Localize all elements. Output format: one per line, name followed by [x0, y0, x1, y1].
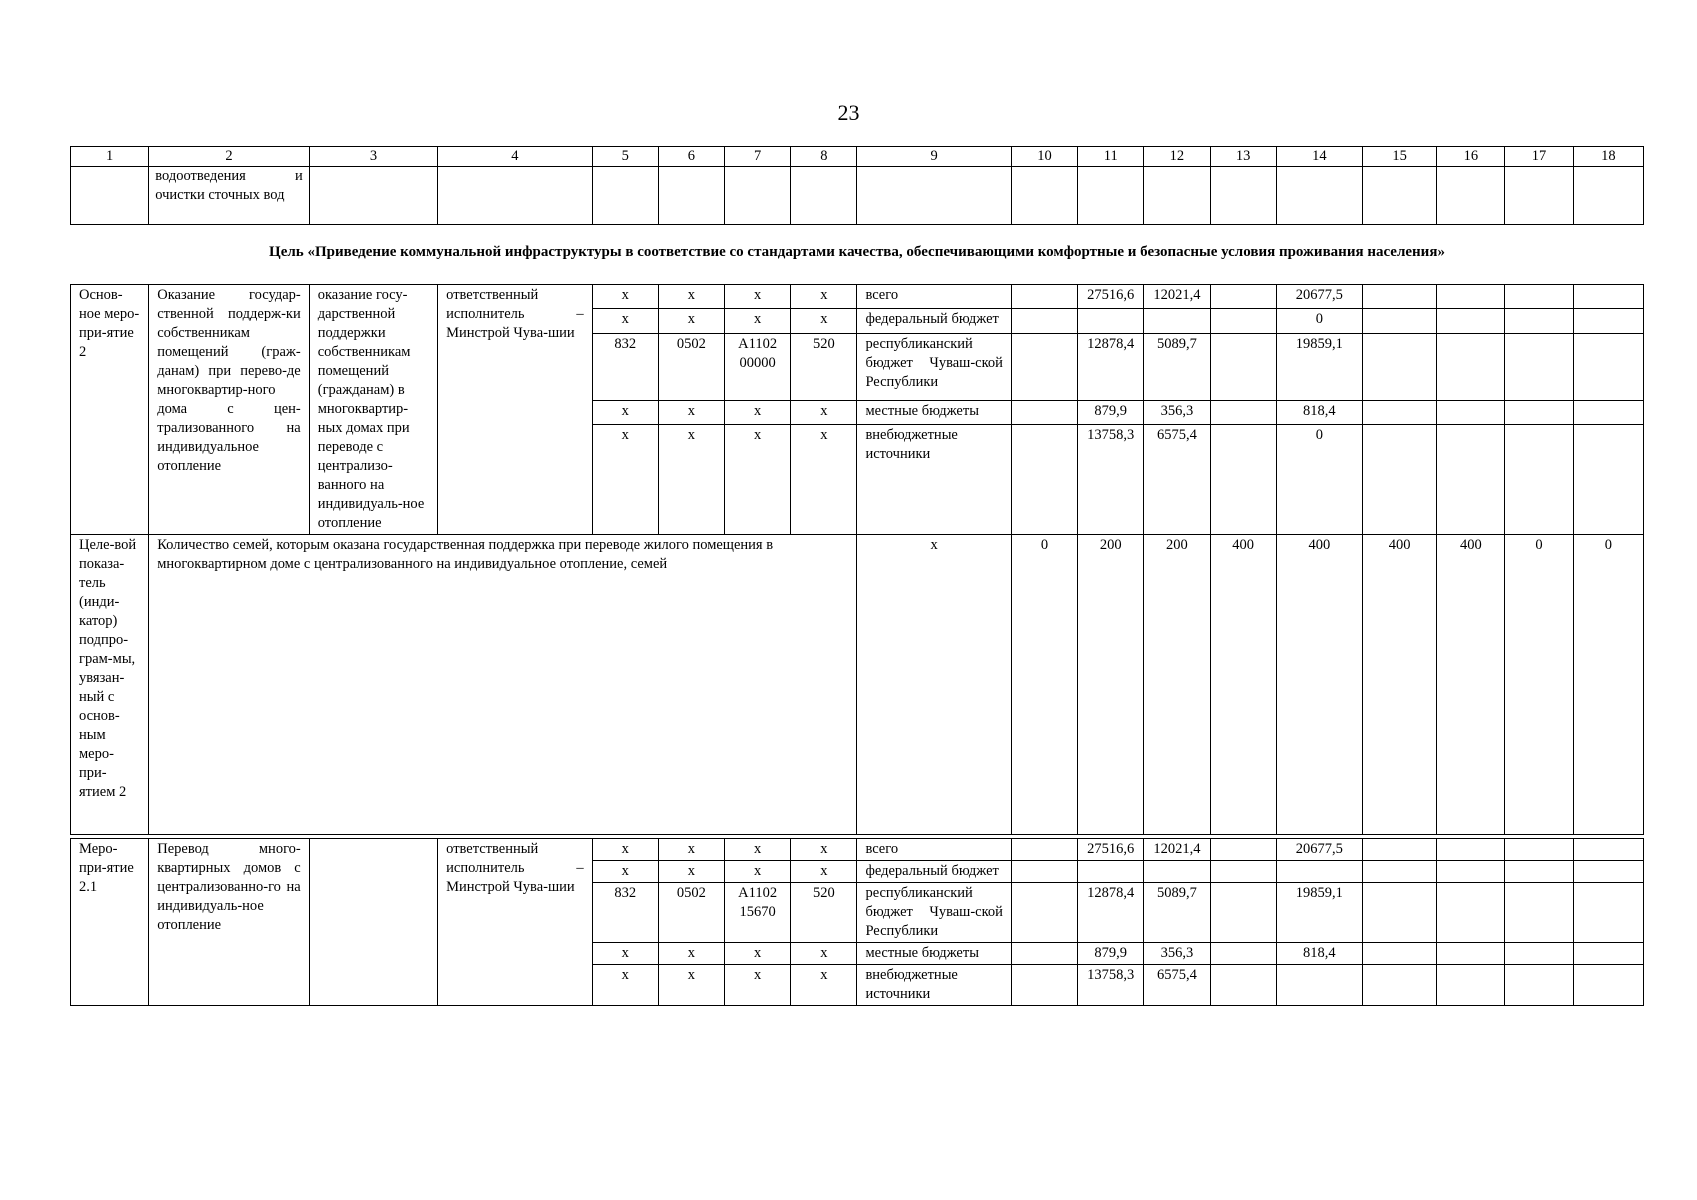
col-number: 5: [592, 147, 658, 167]
cell: [1505, 965, 1573, 1006]
cell: 0502: [658, 333, 724, 400]
cell: [857, 167, 1011, 225]
continuation-row: [71, 167, 1644, 225]
cell: [438, 167, 592, 225]
cell: х: [725, 839, 791, 861]
cell: х: [592, 861, 658, 883]
expected-result: [309, 839, 437, 1006]
cell: 20677,5: [1276, 285, 1362, 309]
cell: [1573, 425, 1643, 535]
col-number: 2: [149, 147, 310, 167]
cell: [1363, 839, 1437, 861]
cell: 400: [1276, 535, 1362, 835]
cell: [1437, 400, 1505, 424]
cell: [791, 167, 857, 225]
cell: [1363, 285, 1437, 309]
cell: х: [791, 309, 857, 333]
cell: 19859,1: [1276, 333, 1362, 400]
col-number: 16: [1437, 147, 1505, 167]
main-event-table: [70, 284, 1644, 835]
funding-source: федеральный бюджет: [857, 309, 1011, 333]
cell: х: [725, 400, 791, 424]
cell: [1505, 400, 1573, 424]
funding-source: внебюджетные источники: [857, 425, 1011, 535]
cell: 27516,6: [1078, 839, 1144, 861]
cell: [1210, 965, 1276, 1006]
cell: [1505, 861, 1573, 883]
cell: [1363, 425, 1437, 535]
cell: х: [658, 943, 724, 965]
cell: х: [592, 965, 658, 1006]
cell: А1102 00000: [725, 333, 791, 400]
cell: [1011, 333, 1077, 400]
cell: [1011, 861, 1077, 883]
cell: 879,9: [1078, 400, 1144, 424]
cell: [1144, 861, 1210, 883]
cell: 12021,4: [1144, 285, 1210, 309]
cell: [1210, 285, 1276, 309]
cell: х: [592, 943, 658, 965]
cell: [1011, 883, 1077, 943]
cell: х: [791, 425, 857, 535]
col-number: 7: [725, 147, 791, 167]
cell: [1011, 943, 1077, 965]
cell: [1210, 309, 1276, 333]
table-row: [71, 285, 1644, 309]
col-number: 11: [1078, 147, 1144, 167]
cell: [1011, 167, 1077, 225]
cell: х: [725, 965, 791, 1006]
col-number: 4: [438, 147, 592, 167]
cell: х: [658, 285, 724, 309]
cell: [1437, 943, 1505, 965]
cell: х: [658, 400, 724, 424]
cell: х: [592, 285, 658, 309]
event-name: Оказание государ-ственной поддерж-ки собственникам помещений (граж-данам) при перево-де многоквартир-ного дома с цен-трализованного на индивидуальное отопление: [149, 285, 310, 535]
cell: [1011, 285, 1077, 309]
page-number: 23: [837, 100, 860, 125]
col-number: 3: [309, 147, 437, 167]
cell: 200: [1078, 535, 1144, 835]
cell: 832: [592, 333, 658, 400]
cell: [1210, 943, 1276, 965]
cell: [1011, 965, 1077, 1006]
cell: 5089,7: [1144, 883, 1210, 943]
col-number: 8: [791, 147, 857, 167]
cell: [1210, 861, 1276, 883]
cell: х: [592, 425, 658, 535]
row-type-label: Целе-вой показа-тель (инди-катор) подпро-грам-мы, увязан-ный с основ-ным меро-при-ятием 2: [71, 535, 149, 835]
cell: х: [725, 425, 791, 535]
funding-source: республиканский бюджет Чуваш-ской Республики: [857, 333, 1011, 400]
funding-source: местные бюджеты: [857, 943, 1011, 965]
cell: 27516,6: [1078, 285, 1144, 309]
cell: [1437, 309, 1505, 333]
cell: [1573, 839, 1643, 861]
cell: 356,3: [1144, 400, 1210, 424]
cell: 400: [1437, 535, 1505, 835]
cell: [1363, 333, 1437, 400]
expected-result: оказание госу-дарственной поддержки собственникам помещений (гражданам) в многоквартир-ных домах при переводе с централизо-ванного на индивидуаль-ное отопление: [309, 285, 437, 535]
cell: [1437, 861, 1505, 883]
cell: [1573, 285, 1643, 309]
cell: [1505, 167, 1573, 225]
cell: [309, 167, 437, 225]
cell: х: [791, 839, 857, 861]
cell: [1573, 943, 1643, 965]
indicator-row: [71, 535, 1644, 835]
cell: [1363, 943, 1437, 965]
cell: [71, 167, 149, 225]
cell: [1363, 861, 1437, 883]
cell: 0: [1276, 425, 1362, 535]
col-number: 13: [1210, 147, 1276, 167]
cell: [1210, 167, 1276, 225]
cell: [1505, 309, 1573, 333]
cell: [1210, 883, 1276, 943]
funding-source: внебюджетные источники: [857, 965, 1011, 1006]
col-number: 1: [71, 147, 149, 167]
cell: [1144, 309, 1210, 333]
cell: х: [658, 965, 724, 1006]
col-number: 10: [1011, 147, 1077, 167]
cell: [1078, 167, 1144, 225]
cell: [1276, 965, 1362, 1006]
cell: х: [725, 861, 791, 883]
indicator-text: Количество семей, которым оказана государственная поддержка при переводе жилого помещения в многоквартирном доме с централизованного на индивидуальное отопление, семей: [149, 535, 857, 835]
cell: [1573, 400, 1643, 424]
cell: х: [725, 285, 791, 309]
cell: [1437, 167, 1505, 225]
cell: [1363, 965, 1437, 1006]
cell: 13758,3: [1078, 965, 1144, 1006]
cell: 0: [1505, 535, 1573, 835]
cell: 832: [592, 883, 658, 943]
cell: 0502: [658, 883, 724, 943]
cell: А1102 15670: [725, 883, 791, 943]
cell: [1505, 883, 1573, 943]
cell: [658, 167, 724, 225]
cell: 0: [1276, 309, 1362, 333]
cell: [1210, 333, 1276, 400]
cell: [725, 167, 791, 225]
cell: [1437, 883, 1505, 943]
col-number: 6: [658, 147, 724, 167]
cell: [1011, 425, 1077, 535]
cell: [1144, 167, 1210, 225]
row-type-label: Меро-при-ятие 2.1: [71, 839, 149, 1006]
funding-source: республиканский бюджет Чуваш-ской Республики: [857, 883, 1011, 943]
cell: 12878,4: [1078, 883, 1144, 943]
cell: [1505, 285, 1573, 309]
cell: 818,4: [1276, 400, 1362, 424]
cell: х: [592, 839, 658, 861]
cell: [1276, 861, 1362, 883]
col-number: 14: [1276, 147, 1362, 167]
funding-source: федеральный бюджет: [857, 861, 1011, 883]
table-row: [71, 839, 1644, 861]
cell: 0: [1011, 535, 1077, 835]
cell: [1363, 400, 1437, 424]
cell: [1437, 965, 1505, 1006]
cell: 879,9: [1078, 943, 1144, 965]
column-number-row: [71, 147, 1644, 167]
cell: 200: [1144, 535, 1210, 835]
cell: 400: [1210, 535, 1276, 835]
cell: [1573, 333, 1643, 400]
cell: [592, 167, 658, 225]
col-number: 18: [1573, 147, 1643, 167]
cell: х: [725, 943, 791, 965]
cell: х: [791, 965, 857, 1006]
cell: х: [658, 309, 724, 333]
cell: [1573, 965, 1643, 1006]
cell: 0: [1573, 535, 1643, 835]
sub-event-table: [70, 838, 1644, 1006]
cell: [1011, 839, 1077, 861]
cell: х: [791, 861, 857, 883]
cell: [1363, 309, 1437, 333]
col-number: 17: [1505, 147, 1573, 167]
cell: [1210, 425, 1276, 535]
cell: [1573, 309, 1643, 333]
cell: [1078, 309, 1144, 333]
cell: [1011, 400, 1077, 424]
cell: [1276, 167, 1362, 225]
row-type-label: Основ-ное меро-при-ятие 2: [71, 285, 149, 535]
cell: х: [791, 285, 857, 309]
cell: [1437, 839, 1505, 861]
col-number: 12: [1144, 147, 1210, 167]
cell: [1573, 883, 1643, 943]
cell: [1573, 861, 1643, 883]
cell: [1437, 285, 1505, 309]
cell: [1011, 309, 1077, 333]
cell: 6575,4: [1144, 965, 1210, 1006]
column-header-table: [70, 146, 1644, 225]
cell: 356,3: [1144, 943, 1210, 965]
cell: 400: [1363, 535, 1437, 835]
cell: [1210, 839, 1276, 861]
cell: [1505, 425, 1573, 535]
cell: 20677,5: [1276, 839, 1362, 861]
cell: х: [658, 861, 724, 883]
cell: [1437, 333, 1505, 400]
event-name: Перевод много-квартирных домов с централизованно-го на индивидуаль-ное отопление: [149, 839, 310, 1006]
executor: ответственный исполнитель – Минстрой Чува-шии: [438, 285, 592, 535]
cell: 6575,4: [1144, 425, 1210, 535]
cell: 19859,1: [1276, 883, 1362, 943]
cell: х: [592, 309, 658, 333]
cell: 5089,7: [1144, 333, 1210, 400]
cell: х: [658, 839, 724, 861]
cell: [1505, 943, 1573, 965]
cell: [1505, 839, 1573, 861]
cell: х: [791, 943, 857, 965]
cell: 520: [791, 333, 857, 400]
cell: х: [857, 535, 1011, 835]
cell: [1573, 167, 1643, 225]
cell: [1078, 861, 1144, 883]
cell: 12021,4: [1144, 839, 1210, 861]
cell: [1363, 167, 1437, 225]
cell: 12878,4: [1078, 333, 1144, 400]
funding-source: всего: [857, 839, 1011, 861]
cell: [1210, 400, 1276, 424]
executor: ответственный исполнитель – Минстрой Чува-шии: [438, 839, 592, 1006]
funding-source: местные бюджеты: [857, 400, 1011, 424]
cell: [1437, 425, 1505, 535]
col-number: 9: [857, 147, 1011, 167]
cell: [1505, 333, 1573, 400]
goal-heading: Цель «Приведение коммунальной инфраструктуры в соответствие со стандартами качества, обеспечивающими комфортные и безопасные условия проживания населения»: [269, 244, 1445, 260]
cell: 13758,3: [1078, 425, 1144, 535]
cell: 520: [791, 883, 857, 943]
cell: [1363, 883, 1437, 943]
col-number: 15: [1363, 147, 1437, 167]
continuation-text: водоотведения и очистки сточных вод: [149, 167, 310, 225]
funding-source: всего: [857, 285, 1011, 309]
cell: х: [725, 309, 791, 333]
cell: 818,4: [1276, 943, 1362, 965]
cell: х: [791, 400, 857, 424]
cell: х: [658, 425, 724, 535]
cell: х: [592, 400, 658, 424]
